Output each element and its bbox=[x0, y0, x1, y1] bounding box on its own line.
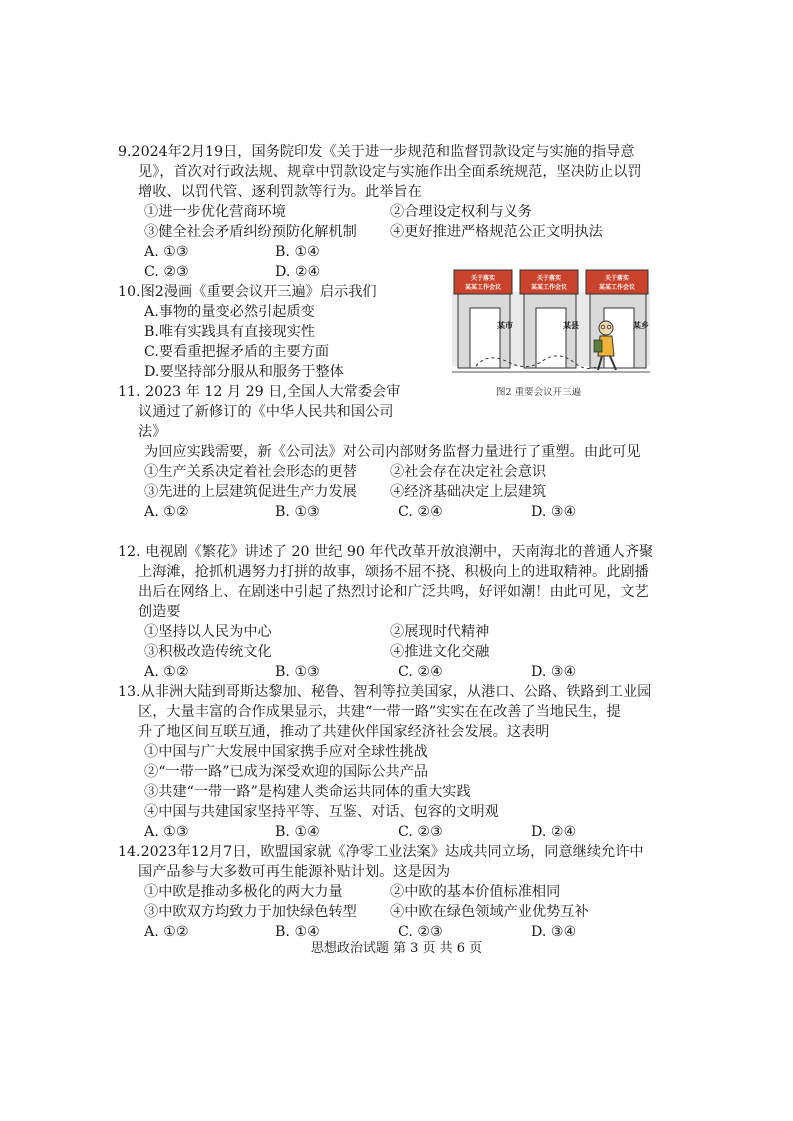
question-13-stem-line: 13.从非洲大陆到哥斯达黎加、秘鲁、智利等拉美国家，从港口、公路、铁路到工业园 bbox=[118, 684, 652, 700]
question-12-item: ④推进文化交融 bbox=[390, 644, 490, 660]
page-footer: 思想政治试题 第 3 页 共 6 页 bbox=[310, 941, 483, 956]
question-9-item: ④更好推进严格规范公正文明执法 bbox=[390, 224, 603, 240]
question-14-item: ④中欧在绿色领域产业优势互补 bbox=[390, 904, 589, 920]
question-12-option-c[interactable]: C. ②④ bbox=[398, 664, 443, 680]
question-10-option-b[interactable]: B.唯有实践具有直接现实性 bbox=[144, 324, 315, 340]
question-9-option-c[interactable]: C. ②③ bbox=[144, 264, 189, 280]
question-14-item: ③中欧双方均致力于加快绿色转型 bbox=[144, 904, 357, 920]
question-13-option-b[interactable]: B. ①④ bbox=[275, 824, 320, 840]
question-12-stem-line: 创造要 bbox=[138, 604, 181, 620]
sign-1-line1: 关于落实 bbox=[470, 275, 496, 282]
question-12-stem-line: 12. 电视剧《繁花》讲述了 20 世纪 90 年代改革开放浪潮中，天南海北的普通人齐聚 bbox=[118, 544, 654, 560]
question-13-item: ④中国与共建国家坚持平等、互鉴、对话、包容的文明观 bbox=[144, 804, 499, 820]
question-9-item: ③健全社会矛盾纠纷预防化解机制 bbox=[144, 224, 357, 240]
question-13-stem-line: 升了地区间互联互通，推动了共建伙伴国家经济社会发展。这表明 bbox=[138, 724, 550, 740]
question-13-stem-line: 区，大量丰富的合作成果显示，共建“一带一路”实实在在改善了当地民生，提 bbox=[138, 704, 621, 720]
question-10-option-a[interactable]: A.事物的量变必然引起质变 bbox=[144, 304, 315, 320]
question-12-item: ③积极改造传统文化 bbox=[144, 644, 272, 660]
question-12-stem-line: 出后在网络上、在剧迷中引起了热烈讨论和广泛共鸣，好评如潮！由此可见，文艺 bbox=[138, 584, 649, 600]
figure-caption: 图2 重要会议开三遍 bbox=[496, 387, 582, 398]
question-10-stem: 10.图2漫画《重要会议开三遍》启示我们 bbox=[118, 284, 377, 300]
sign-3-line1: 关于落实 bbox=[604, 275, 630, 282]
sign-2-line2: 某某工作会议 bbox=[530, 284, 568, 291]
question-11-option-a[interactable]: A. ①② bbox=[144, 504, 189, 520]
question-13-item: ①中国与广大发展中国家携手应对全球性挑战 bbox=[144, 744, 428, 760]
question-9-option-b[interactable]: B. ①④ bbox=[275, 244, 320, 260]
question-14-option-a[interactable]: A. ①② bbox=[144, 924, 189, 940]
question-11-item: ②社会存在决定社会意识 bbox=[390, 464, 547, 480]
question-14-stem-line: 国产品参与大多数可再生能源补贴计划。这是因为 bbox=[138, 864, 451, 880]
question-11-stem-line: 法》 bbox=[138, 424, 167, 440]
door-label-county: 某县 bbox=[563, 321, 579, 330]
question-9-option-d[interactable]: D. ②④ bbox=[275, 264, 321, 280]
door-label-township: 某乡 bbox=[633, 321, 649, 330]
question-13-item: ②“一带一路”已成为深受欢迎的国际公共产品 bbox=[144, 764, 429, 780]
question-12-item: ②展现时代精神 bbox=[390, 624, 490, 640]
question-12-option-a[interactable]: A. ①② bbox=[144, 664, 189, 680]
question-12-item: ①坚持以人民为中心 bbox=[144, 624, 272, 640]
question-13-option-a[interactable]: A. ①③ bbox=[144, 824, 189, 840]
question-11-stem-line: 11. 2023 年 12 月 29 日,全国人大常委会审 bbox=[118, 384, 401, 400]
question-9-option-a[interactable]: A. ①③ bbox=[144, 244, 189, 260]
question-12-option-b[interactable]: B. ①③ bbox=[275, 664, 320, 680]
question-11-item: ①生产关系决定着社会形态的更替 bbox=[144, 464, 357, 480]
cartoon-illustration bbox=[448, 262, 654, 382]
question-12-option-d[interactable]: D. ③④ bbox=[531, 664, 577, 680]
question-9-stem-line: 增收、以罚代管、逐利罚款等行为。此举旨在 bbox=[138, 184, 422, 200]
question-11-stem-line: 议通过了新修订的《中华人民共和国公司 bbox=[138, 404, 394, 420]
question-11-option-d[interactable]: D. ③④ bbox=[531, 504, 577, 520]
question-10-option-c[interactable]: C.要看重把握矛盾的主要方面 bbox=[144, 344, 330, 360]
question-11-item: ③先进的上层建筑促进生产力发展 bbox=[144, 484, 357, 500]
question-9-item: ①进一步优化营商环境 bbox=[144, 204, 286, 220]
question-14-stem-line: 14.2023年12月7日，欧盟国家就《净零工业法案》达成共同立场，同意继续允许中 bbox=[118, 844, 644, 860]
question-13-option-c[interactable]: C. ②③ bbox=[398, 824, 443, 840]
question-12-stem-line: 上海滩，抢抓机遇努力打拼的故事，颂扬不屈不挠、积极向上的进取精神。此剧播 bbox=[138, 564, 649, 580]
question-14-item: ②中欧的基本价值标准相同 bbox=[390, 884, 561, 900]
question-14-item: ①中欧是推动多极化的两大力量 bbox=[144, 884, 343, 900]
question-11-option-b[interactable]: B. ①③ bbox=[275, 504, 320, 520]
question-11-item: ④经济基础决定上层建筑 bbox=[390, 484, 547, 500]
sign-3-line2: 某某工作会议 bbox=[598, 284, 636, 291]
door-label-city: 某市 bbox=[497, 321, 513, 330]
question-14-option-d[interactable]: D. ③④ bbox=[531, 924, 577, 940]
question-13-item: ③共建“一带一路”是构建人类命运共同体的重大实践 bbox=[144, 784, 471, 800]
question-9-stem-line: 9.2024年2月19日，国务院印发《关于进一步规范和监督罚款设定与实施的指导意 bbox=[118, 144, 635, 160]
question-10-option-d[interactable]: D.要坚持部分服从和服务于整体 bbox=[144, 364, 344, 380]
sign-1-line2: 某某工作会议 bbox=[464, 284, 502, 291]
question-9-item: ②合理设定权利与义务 bbox=[390, 204, 532, 220]
question-14-option-c[interactable]: C. ②③ bbox=[398, 924, 443, 940]
question-14-option-b[interactable]: B. ①④ bbox=[275, 924, 320, 940]
question-13-option-d[interactable]: D. ②④ bbox=[531, 824, 577, 840]
sign-2-line1: 关于落实 bbox=[536, 275, 562, 282]
question-11-stem-line: 为回应实践需要，新《公司法》对公司内部财务监督力量进行了重塑。由此可见 bbox=[144, 444, 641, 460]
question-9-stem-line: 见》，首次对行政法规、规章中罚款设定与实施作出全面系统规范，坚决防止以罚 bbox=[138, 164, 642, 180]
question-11-option-c[interactable]: C. ②④ bbox=[398, 504, 443, 520]
